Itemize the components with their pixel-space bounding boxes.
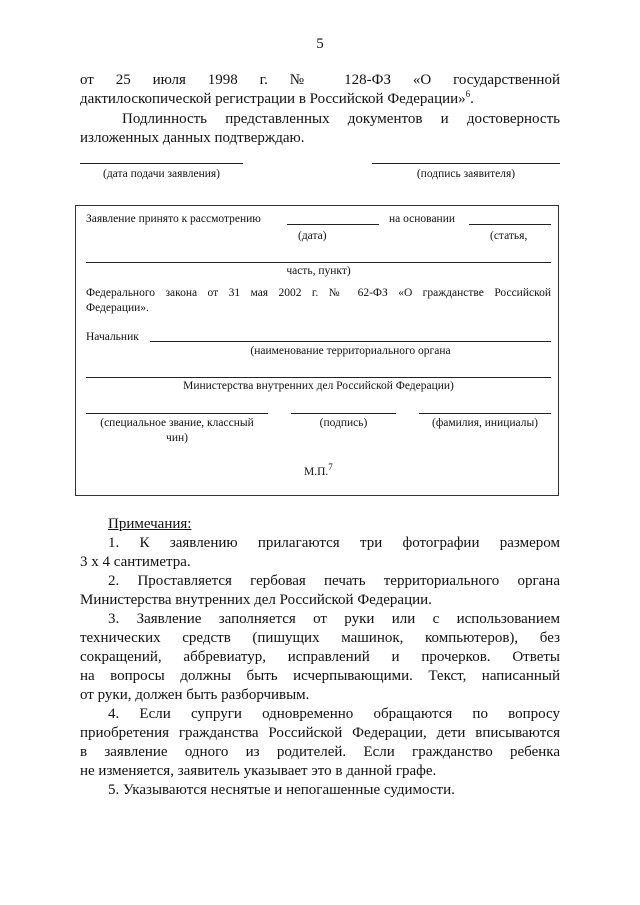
note-3-line-1: 3. Заявление заполняется от руки или с использованием [108, 611, 560, 627]
note-1-line-2: 3 х 4 сантиметра. [80, 554, 191, 570]
stamp-label [304, 462, 333, 480]
application-date-line[interactable] [80, 163, 243, 164]
intro-line-3: Подлинность представленных документов и достоверность [122, 111, 560, 127]
applicant-signature-line[interactable] [372, 163, 560, 164]
organ-name-line[interactable] [86, 377, 551, 378]
intro-line-2 [80, 89, 474, 109]
official-use-box [75, 205, 559, 496]
chief-label: Начальник [86, 331, 139, 343]
note-4-line-1: 4. Если супруги одновременно обращаются по вопросу [108, 706, 560, 722]
intro-line-1: от 25 июля 1998 г. № 128-ФЗ «О государственной [80, 72, 560, 88]
note-4-line-4: не изменяется, заявитель указывает это в данной графе. [80, 763, 437, 779]
article-caption: (статья, [490, 230, 528, 242]
rank-caption-1: (специальное звание, классный [100, 417, 254, 429]
organ-caption: (наименование территориального органа [250, 345, 451, 357]
note-2-line-2: Министерства внутренних дел Российской Федерации. [80, 592, 432, 608]
note-2-line-1: 2. Проставляется гербовая печать территориального органа [108, 573, 560, 589]
rank-line[interactable] [86, 413, 268, 414]
note-3-line-2: технических средств (пишущих машинок, компьютеров), без [80, 630, 560, 646]
official-signature-line[interactable] [291, 413, 396, 414]
note-1-line-1: 1. К заявлению прилагаются три фотографии размером [108, 535, 560, 551]
signature-caption: (подпись) [319, 417, 368, 429]
applicant-signature-caption: (подпись заявителя) [416, 168, 516, 180]
basis-label: на основании [389, 213, 456, 225]
date-caption: (дата) [298, 230, 327, 242]
part-caption: часть, пункт) [286, 265, 351, 277]
page-number: 5 [316, 36, 324, 52]
note-4-line-3: в заявление одного из родителей. Если гражданство ребенка [80, 744, 560, 760]
intro-line-2-text: дактилоскопической регистрации в Российской Федерации» [80, 91, 466, 107]
article-line[interactable] [469, 224, 551, 225]
intro-line-2-tail: . [470, 91, 474, 107]
application-date-caption: (дата подачи заявления) [103, 168, 220, 180]
accepted-label: Заявление принято к рассмотрению [86, 213, 261, 225]
stamp-text: М.П. [304, 466, 329, 478]
official-name-line[interactable] [419, 413, 551, 414]
note-3-line-3: сокращений, аббревиатур, исправлений и прочерков. Ответы [80, 649, 560, 665]
law-line-1: Федерального закона от 31 мая 2002 г. № 62-ФЗ «О гражданстве Российской [86, 287, 551, 299]
law-line-2: Федерации». [86, 302, 149, 314]
note-4-line-2: приобретения гражданства Российской Федерации, дети вписываются [80, 725, 560, 741]
name-caption: (фамилия, инициалы) [431, 417, 539, 429]
note-3-line-4: на вопросы должны быть исчерпывающими. Текст, написанный [80, 668, 560, 684]
rank-caption-2: чин) [166, 432, 188, 444]
intro-line-4: изложенных данных подтверждаю. [80, 130, 305, 146]
note-3-line-5: от руки, должен быть разборчивым. [80, 687, 310, 703]
ministry-caption: Министерства внутренних дел Российской Федерации) [183, 380, 454, 392]
footnote-7-marker: 7 [328, 462, 333, 473]
notes-heading: Примечания: [108, 516, 192, 532]
part-line[interactable] [86, 262, 551, 263]
chief-line[interactable] [150, 341, 551, 342]
acceptance-date-line[interactable] [287, 224, 379, 225]
note-5-line-1: 5. Указываются неснятые и непогашенные судимости. [108, 782, 455, 798]
footnote-6-marker: 6 [465, 89, 471, 99]
